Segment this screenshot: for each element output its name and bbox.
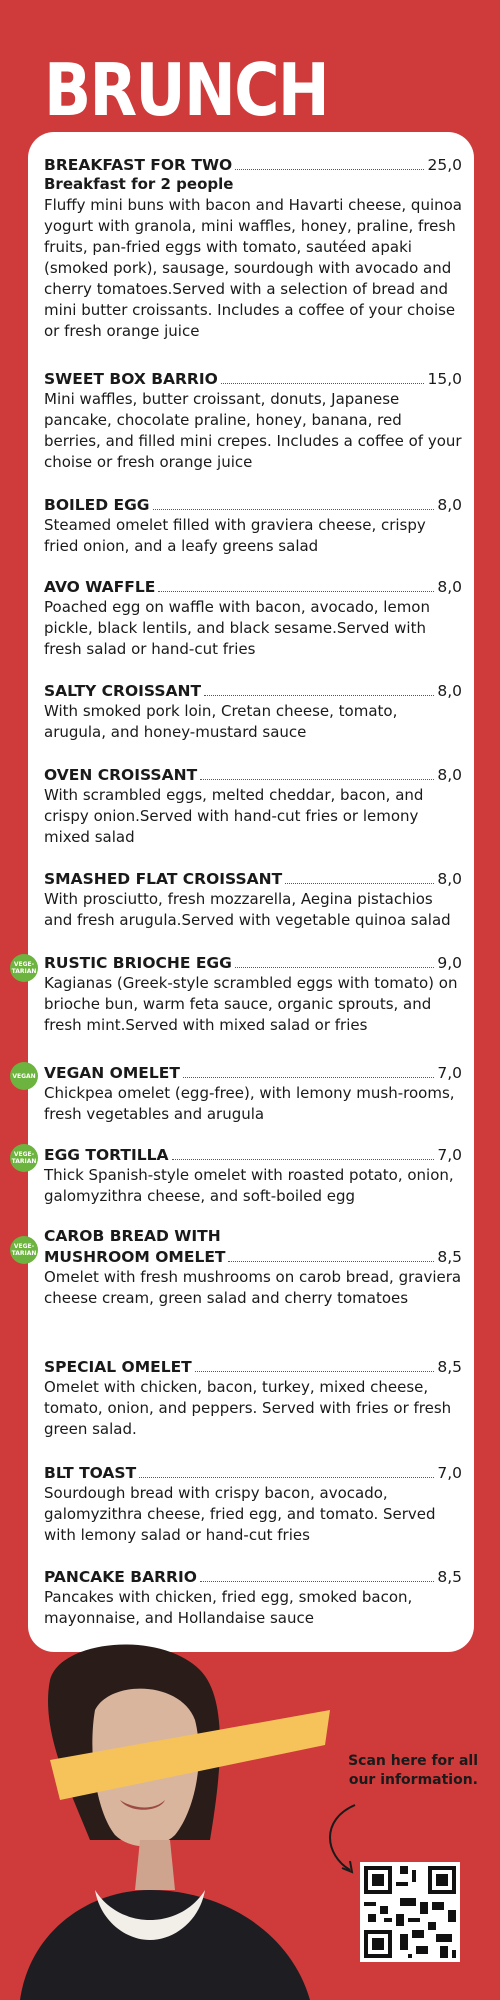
menu-title: BRUNCH (44, 48, 328, 132)
item-price: 8,0 (437, 682, 462, 700)
item-description: Fluffy mini buns with bacon and Havarti cheese, quinoa yogurt with granola, mini waffles, honey, praline, fresh fruits, pan-fried eggs with tomato, sautéed apaki (smoked pork), sausage, sourdough with avocado and cherry tomatoes.Served with a selection of bread and mini butter croissants. Includes a coffee of your choise or fresh orange juice (44, 196, 463, 340)
qr-code[interactable] (360, 1862, 460, 1962)
menu-item (44, 952, 462, 1036)
menu-item (44, 764, 462, 848)
vegetarian-badge: VEGE-TARIAN (10, 954, 38, 982)
item-price: 7,0 (437, 1464, 462, 1482)
item-description: With smoked pork loin, Cretan cheese, tomato, arugula, and honey-mustard sauce (44, 702, 398, 741)
item-description: Steamed omelet filled with graviera cheese, crispy fried onion, and a leafy greens salad (44, 516, 426, 555)
item-name: PANCAKE BARRIO (44, 1568, 197, 1586)
item-price: 7,0 (437, 1064, 462, 1082)
item-description: With scrambled eggs, melted cheddar, bacon, and crispy onion.Served with hand-cut fries or lemony mixed salad (44, 786, 424, 846)
item-description: With prosciutto, fresh mozzarella, Aegina pistachios and fresh arugula.Served with vegetable quinoa salad (44, 890, 451, 929)
item-price: 8,5 (437, 1568, 462, 1586)
scan-instruction: Scan here for all our information. (348, 1753, 478, 1788)
menu-item (44, 576, 462, 660)
item-price: 8,0 (437, 870, 462, 888)
item-name: CAROB BREAD WITH (44, 1227, 221, 1245)
item-description: Mini waffles, butter croissant, donuts, Japanese pancake, chocolate praline, honey, banana, red berries, and filled mini crepes. Includes a coffee of your choise or fresh orange juice (44, 390, 462, 471)
item-name: BREAKFAST FOR TWO (44, 156, 233, 174)
item-price: 8,0 (437, 766, 462, 784)
item-description: Sourdough bread with crispy bacon, avocado, galomyzithra cheese, fried egg, and tomato. Served with lemony salad or hand-cut fries (44, 1484, 436, 1544)
item-name: EGG TORTILLA (44, 1146, 169, 1164)
menu-item (44, 1356, 462, 1440)
item-price: 7,0 (437, 1146, 462, 1164)
item-description: Pancakes with chicken, fried egg, smoked bacon, mayonnaise, and Hollandaise sauce (44, 1588, 413, 1627)
vegan-badge: VEGAN (10, 1062, 38, 1090)
item-name: SPECIAL OMELET (44, 1358, 192, 1376)
item-name: SALTY CROISSANT (44, 682, 202, 700)
item-name: AVO WAFFLE (44, 578, 156, 596)
item-price: 15,0 (427, 370, 462, 388)
item-description: Omelet with chicken, bacon, turkey, mixed cheese, tomato, onion, and peppers. Served with fries or fresh green salad. (44, 1378, 452, 1438)
menu-item (44, 868, 462, 931)
item-name: BLT TOAST (44, 1464, 137, 1482)
item-name: SWEET BOX BARRIO (44, 370, 218, 388)
vegetarian-badge: VEGE-TARIAN (10, 1236, 38, 1264)
menu-item (44, 1062, 462, 1125)
item-description: Omelet with fresh mushrooms on carob bread, graviera cheese cream, green salad and cherry tomatoes (44, 1268, 462, 1307)
menu-item (44, 1462, 462, 1546)
menu-item (44, 680, 462, 743)
item-price: 9,0 (437, 954, 462, 972)
item-price: 8,5 (437, 1358, 462, 1376)
menu-item (44, 1144, 462, 1207)
item-description: Kagianas (Greek-style scrambled eggs with tomato) on brioche bun, warm feta sauce, organic sprouts, and fresh mint.Served with mixed salad or fries (44, 974, 458, 1034)
item-description: Thick Spanish-style omelet with roasted potato, onion, galomyzithra cheese, and soft-boiled egg (44, 1166, 454, 1205)
portrait-illustration (0, 1640, 330, 2000)
menu-item (44, 154, 462, 342)
item-price: 8,0 (437, 578, 462, 596)
item-name: VEGAN OMELET (44, 1064, 180, 1082)
menu-card (28, 132, 474, 1652)
item-name-line2: MUSHROOM OMELET (44, 1248, 226, 1266)
item-name: RUSTIC BRIOCHE EGG (44, 954, 232, 972)
item-description: Poached egg on waffle with bacon, avocado, lemon pickle, black lentils, and black sesame.Served with fresh salad or hand-cut fries (44, 598, 430, 658)
item-subtitle: Breakfast for 2 people (44, 175, 234, 193)
item-description: Chickpea omelet (egg-free), with lemony mush-rooms, fresh vegetables and arugula (44, 1084, 455, 1123)
item-price: 25,0 (427, 156, 462, 174)
menu-item (44, 1566, 462, 1629)
vegetarian-badge: VEGE-TARIAN (10, 1144, 38, 1172)
item-price: 8,5 (437, 1248, 462, 1266)
menu-item (44, 494, 462, 557)
menu-item (44, 368, 462, 473)
item-name: SMASHED FLAT CROISSANT (44, 870, 283, 888)
menu-item (44, 1226, 462, 1309)
item-name: OVEN CROISSANT (44, 766, 198, 784)
item-name: BOILED EGG (44, 496, 150, 514)
item-price: 8,0 (437, 496, 462, 514)
